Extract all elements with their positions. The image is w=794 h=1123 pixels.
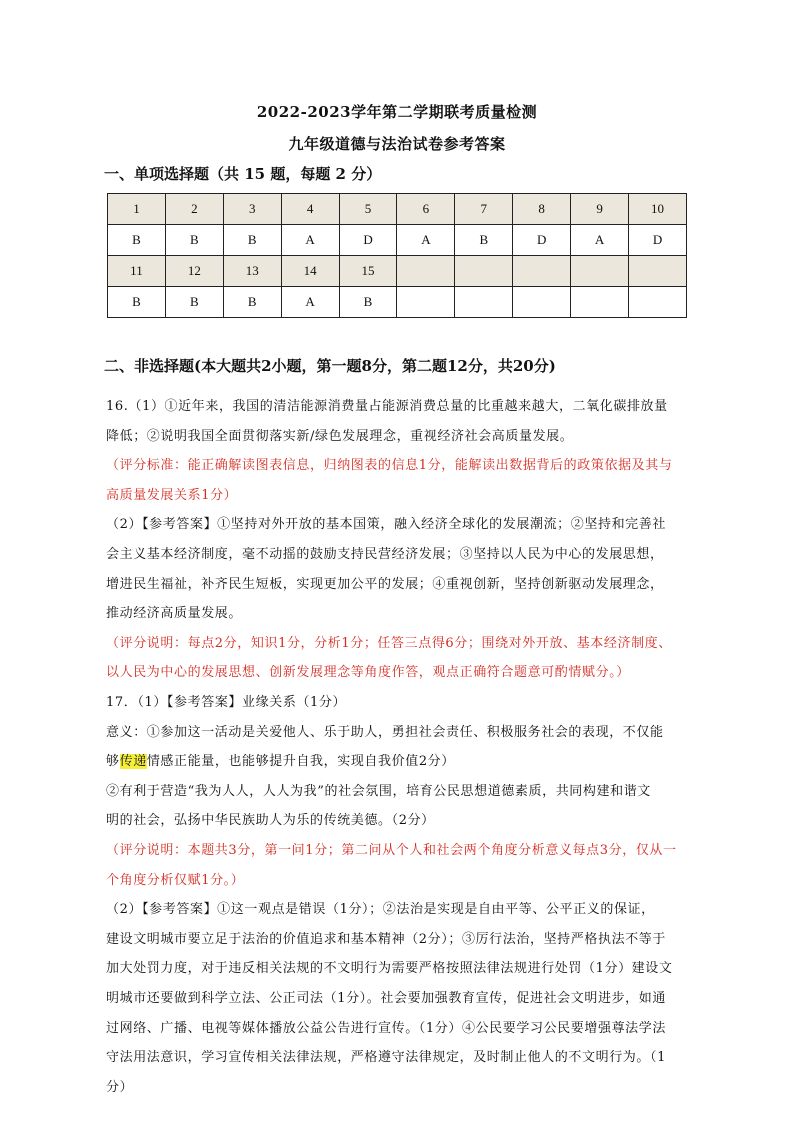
question-number-cell: 13 — [223, 256, 281, 287]
answer-cell: A — [397, 225, 455, 256]
answer-cell: B — [223, 225, 281, 256]
answer-line: 16.（1）①近年来，我国的清洁能源消费量占能源消费总量的比重越来越大，二氧化碳排放量 — [106, 399, 668, 414]
question-number-cell — [513, 256, 571, 287]
question-number-cell: 2 — [165, 194, 223, 225]
answer-cell: B — [165, 225, 223, 256]
answer-line: ②有利于营造“我为人人，人人为我”的社会氛围，培育公民思想道德素质，共同构建和谐文 — [106, 783, 651, 799]
answer-line — [106, 750, 696, 769]
answer-table — [107, 193, 687, 318]
answer-line: 17．（1）【参考答案】业缘关系（1分） — [106, 695, 347, 710]
answer-line: （评分说明：每点2分，知识1分，分析1分；任答三点得6分；围绕对外开放、基本经济制度、 — [106, 635, 672, 651]
answer-cell: B — [223, 287, 281, 318]
answer-cell: B — [108, 225, 166, 256]
question-number-cell: 7 — [455, 194, 513, 225]
answer-line: 建设文明城市要立足于法治的价值追求和基本精神（2分）；③厉行法治，坚持严格执法不等于 — [106, 931, 666, 947]
question-number-row — [108, 256, 687, 287]
question-number-cell: 6 — [397, 194, 455, 225]
document-subtitle: 九年级道德与法治试卷参考答案 — [288, 135, 506, 153]
answer-line: 会主义基本经济制度，毫不动摇的鼓励支持民营经济发展；③坚持以人民为中心的发展思想， — [106, 547, 664, 562]
question-number-cell: 9 — [571, 194, 629, 225]
question-number-row — [108, 194, 687, 225]
question-number-cell: 4 — [281, 194, 339, 225]
question-number-cell: 5 — [339, 194, 397, 225]
answer-cell: B — [108, 287, 166, 318]
question-number-cell: 1 — [108, 194, 166, 225]
answer-line: 明城市还要做到科学立法、公正司法（1分）。社会要加强教育宣传，促进社会文明进步，如通 — [106, 991, 666, 1006]
answer-line: 推动经济高质量发展。 — [106, 606, 243, 622]
answer-cell: B — [339, 287, 397, 318]
question-number-cell: 12 — [165, 256, 223, 287]
answer-line: （评分说明：本题共3分，第一问1分；第二问从个人和社会两个角度分析意义每点3分，仅从一 — [106, 843, 677, 858]
answer-cell: D — [339, 225, 397, 256]
answer-line: 降低；②说明我国全面贯彻落实新/绿色发展理念，重视经济社会高质量发展。 — [106, 428, 574, 444]
answer-line: 增进民生福祉，补齐民生短板，实现更加公平的发展；④重视创新，坚持创新驱动发展理念， — [106, 576, 664, 592]
answer-cell: A — [571, 225, 629, 256]
answer-line: 高质量发展关系1分） — [106, 487, 238, 503]
answer-cell: A — [281, 225, 339, 256]
section-heading-multiple-choice: 一、单项选择题（共 15 题，每题 2 分） — [104, 165, 382, 183]
question-number-cell — [629, 256, 687, 287]
answer-cell — [629, 287, 687, 318]
question-number-cell: 3 — [223, 194, 281, 225]
line-text: 情感正能量，也能够提升自我，实现自我价值2分） — [146, 754, 455, 770]
section-heading-essay: 二、非选择题(本大题共2小题，第一题8分，第二题12分，共20分) — [104, 357, 556, 375]
answer-cell: B — [165, 287, 223, 318]
question-number-cell: 11 — [108, 256, 166, 287]
answer-cell: B — [455, 225, 513, 256]
line-prefix: 够 — [106, 754, 120, 770]
question-number-cell: 8 — [513, 194, 571, 225]
question-number-cell: 10 — [629, 194, 687, 225]
answer-line: 意义：①参加这一活动是关爱他人、乐于助人，勇担社会责任、积极服务社会的表现，不仅能 — [106, 724, 664, 740]
answer-line: 过网络、广播、电视等媒体播放公益公告进行宣传。（1分）④公民要学习公民要增强尊法学法 — [106, 1020, 666, 1036]
answer-cell: D — [513, 225, 571, 256]
answer-line: 分） — [106, 1079, 134, 1095]
answer-line: 加大处罚力度，对于违反相关法规的不文明行为需要严格按照法律法规进行处罚（1分）建设文 — [106, 961, 673, 977]
answer-cell: D — [629, 225, 687, 256]
question-number-cell — [397, 256, 455, 287]
answer-line: （2）【参考答案】①这一观点是错误（1分）；②法治是实现是自由平等、公平正义的保证， — [106, 902, 655, 918]
highlighted-text: 传递 — [119, 754, 147, 770]
answer-line: （评分标准：能正确解读图表信息，归纳图表的信息1分，能解读出数据背后的政策依据及其与 — [106, 458, 673, 474]
answer-cell — [397, 287, 455, 318]
answer-row — [108, 225, 687, 256]
answer-cell — [513, 287, 571, 318]
answer-line: 明的社会，弘扬中华民族助人为乐的传统美德。（2分） — [106, 813, 435, 829]
answer-row — [108, 287, 687, 318]
answer-line: （2）【参考答案】①坚持对外开放的基本国策，融入经济全球化的发展潮流；②坚持和完善社 — [106, 517, 666, 533]
answer-line: 个角度分析仅赋1分。） — [106, 872, 245, 888]
answer-cell — [571, 287, 629, 318]
question-number-cell — [571, 256, 629, 287]
answer-cell: A — [281, 287, 339, 318]
answer-cell — [455, 287, 513, 318]
document-title: 2022-2023学年第二学期联考质量检测 — [256, 103, 538, 121]
question-number-cell — [455, 256, 513, 287]
answer-line: 守法用法意识，学习宣传相关法律法规，严格遵守法律规定，及时制止他人的不文明行为。（1 — [106, 1050, 666, 1066]
question-number-cell: 14 — [281, 256, 339, 287]
answer-line: 以人民为中心的发展思想、创新发展理念等角度作答，观点正确符合题意可酌情赋分。） — [106, 665, 630, 681]
question-number-cell: 15 — [339, 256, 397, 287]
